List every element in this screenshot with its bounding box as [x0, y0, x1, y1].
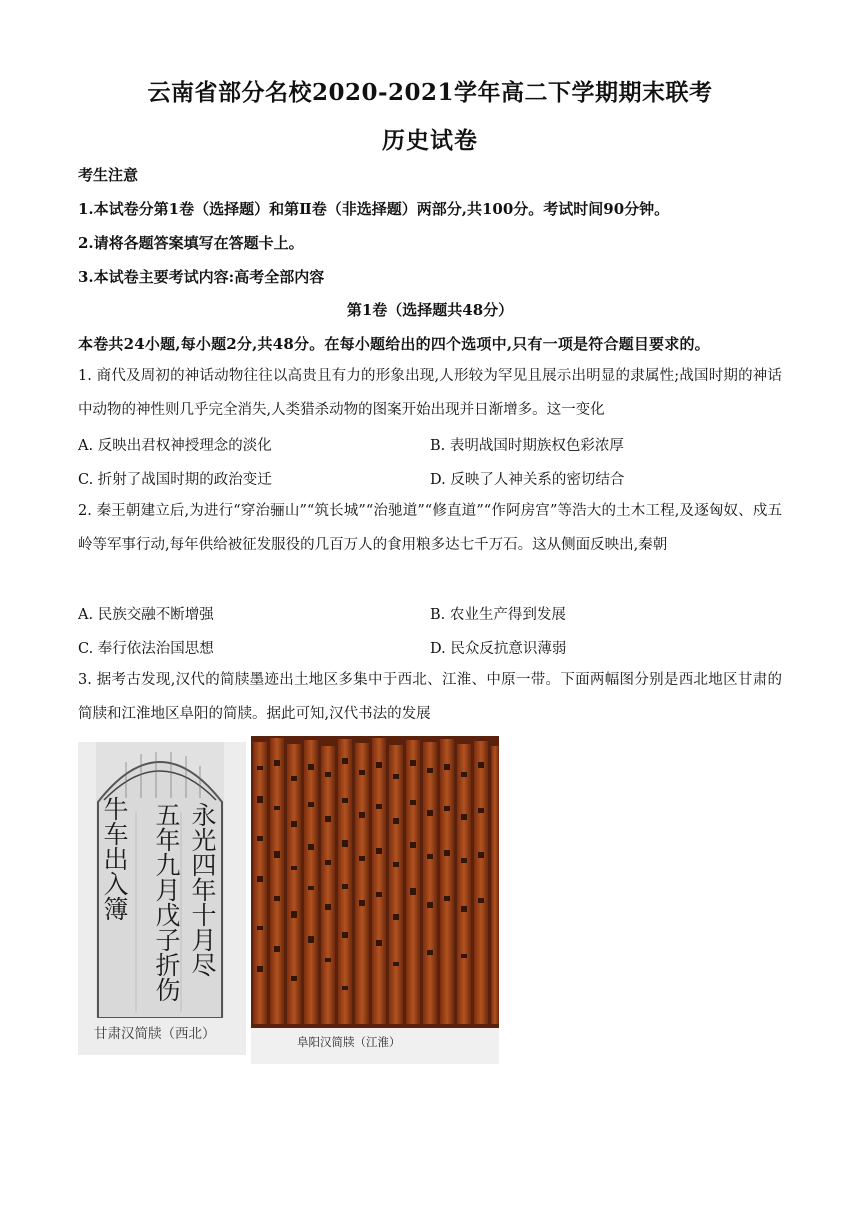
- question-1-option-b: B. 表明战国时期族权色彩浓厚: [430, 438, 624, 454]
- exam-title: 云南省部分名校2020-2021学年高二下学期期末联考: [147, 79, 713, 106]
- notice-item-1: 1.本试卷分第1卷（选择题）和第Ⅱ卷（非选择题）两部分,共100分。考试时间90分钟。: [78, 200, 670, 218]
- question-2-stem: 2. 秦王朝建立后,为进行“穿治骊山”“筑长城”“治驰道”“修直道”“作阿房宫”等浩大的土木工程,及逐匈奴、戍五岭等军事行动,每年供给被征发服役的几百万人的食用粮多达七千万石。这从侧面反映出,秦朝: [78, 503, 782, 553]
- question-1-option-d: D. 反映了人神关系的密切结合: [430, 472, 625, 488]
- slip-text-column-2: 五年九月戊子折伤: [152, 802, 181, 1002]
- notice-heading: 考生注意: [78, 166, 139, 184]
- question-2-option-a: A. 民族交融不断增强: [78, 607, 214, 623]
- fuyang-slip-caption: 阜阳汉简牍（江淮）: [297, 1035, 401, 1049]
- notice-item-2: 2.请将各题答案填写在答题卡上。: [78, 234, 304, 252]
- notice-item-3: 3.本试卷主要考试内容:高考全部内容: [78, 268, 325, 286]
- slip-text-column-1: 永光四年十月尽: [188, 802, 217, 977]
- fuyang-slip-figure: [251, 736, 499, 1064]
- section-title: 第1卷（选择题共48分）: [346, 301, 514, 319]
- question-3-stem: 3. 据考古发现,汉代的简牍墨迹出土地区多集中于西北、江淮、中原一带。下面两幅图分别是西北地区甘肃的简牍和江淮地区阜阳的简牍。据此可知,汉代书法的发展: [78, 672, 782, 722]
- question-2-option-b: B. 农业生产得到发展: [430, 607, 566, 623]
- section-instructions: 本卷共24小题,每小题2分,共48分。在每小题给出的四个选项中,只有一项是符合题目要求的。: [78, 335, 710, 353]
- fuyang-slip-image: [251, 736, 499, 1028]
- question-2-option-c: C. 奉行依法治国思想: [78, 641, 214, 657]
- question-1-option-a: A. 反映出君权神授理念的淡化: [78, 438, 272, 454]
- question-1-stem: 1. 商代及周初的神话动物往往以高贵且有力的形象出现,人形较为罕见且展示出明显的隶属性;战国时期的神话中动物的神性则几乎完全消失,人类猎杀动物的图案开始出现并日渐增多。这一变化: [78, 368, 782, 418]
- exam-subject: 历史试卷: [382, 127, 478, 154]
- question-1-option-c: C. 折射了战国时期的政治变迁: [78, 472, 272, 488]
- question-2-option-d: D. 民众反抗意识薄弱: [430, 641, 567, 657]
- gansu-slip-image: [96, 742, 224, 1018]
- slip-text-column-3: 牛车出入簿: [100, 796, 129, 921]
- gansu-slip-figure: [78, 742, 246, 1055]
- gansu-slip-caption: 甘肃汉简牍（西北）: [94, 1026, 216, 1042]
